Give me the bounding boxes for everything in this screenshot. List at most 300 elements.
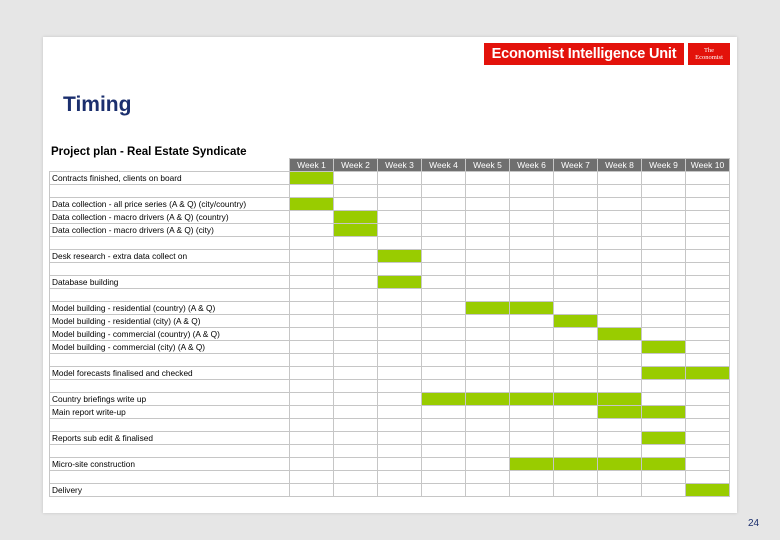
week-header-2: Week 2 [334,159,378,172]
gantt-cell [422,380,466,393]
gantt-cell [334,471,378,484]
table-row [50,354,730,367]
gantt-cell [642,250,686,263]
gantt-cell [334,432,378,445]
task-label [50,237,290,250]
gantt-cell [510,276,554,289]
week-header-9: Week 9 [642,159,686,172]
gantt-cell [334,250,378,263]
gantt-cell [642,263,686,276]
gantt-cell [598,432,642,445]
gantt-cell [554,289,598,302]
gantt-cell [422,289,466,302]
table-row [50,237,730,250]
gantt-cell [686,289,730,302]
economist-logo-line2: Economist [695,54,723,61]
gantt-cell [466,367,510,380]
gantt-cell [510,172,554,185]
gantt-cell [642,185,686,198]
table-row [50,445,730,458]
gantt-cell [598,211,642,224]
gantt-cell [290,185,334,198]
gantt-cell [290,380,334,393]
gantt-cell [334,328,378,341]
gantt-cell [510,445,554,458]
gantt-cell [466,341,510,354]
gantt-bar [642,432,686,445]
gantt-bar [554,315,598,328]
week-header-5: Week 5 [466,159,510,172]
gantt-cell [334,445,378,458]
gantt-cell [290,471,334,484]
gantt-bar [554,458,598,471]
gantt-cell [290,224,334,237]
gantt-cell [466,224,510,237]
gantt-bar [422,393,466,406]
task-label: Main report write-up [50,406,290,419]
gantt-cell [554,263,598,276]
table-row [50,419,730,432]
gantt-cell [290,302,334,315]
gantt-cell [598,354,642,367]
gantt-cell [598,341,642,354]
gantt-cell [554,341,598,354]
task-label: Model building - commercial (country) (A & Q) [50,328,290,341]
gantt-cell [422,211,466,224]
gantt-cell [334,341,378,354]
gantt-cell [686,250,730,263]
gantt-cell [510,224,554,237]
task-label: Desk research - extra data collect on [50,250,290,263]
table-row [50,458,730,471]
gantt-cell [378,263,422,276]
gantt-bar [642,341,686,354]
gantt-cell [598,198,642,211]
gantt-header-row [50,159,730,172]
gantt-cell [686,445,730,458]
table-row [50,406,730,419]
gantt-cell [334,367,378,380]
gantt-cell [422,328,466,341]
gantt-cell [642,172,686,185]
gantt-cell [334,289,378,302]
table-row [50,380,730,393]
gantt-cell [334,263,378,276]
gantt-cell [598,419,642,432]
gantt-cell [510,198,554,211]
gantt-cell [554,211,598,224]
gantt-cell [334,237,378,250]
gantt-cell [554,198,598,211]
gantt-body [50,172,730,497]
gantt-cell [290,445,334,458]
gantt-cell [642,237,686,250]
task-label [50,289,290,302]
gantt-table [49,158,730,497]
page-number: 24 [748,518,760,529]
gantt-cell [378,406,422,419]
gantt-bar [334,211,378,224]
gantt-cell [290,484,334,497]
gantt-cell [466,471,510,484]
gantt-cell [290,315,334,328]
gantt-bar [334,224,378,237]
gantt-cell [334,172,378,185]
table-row [50,263,730,276]
task-label: Data collection - macro drivers (A & Q) (city) [50,224,290,237]
gantt-cell [378,484,422,497]
task-label: Data collection - macro drivers (A & Q) (country) [50,211,290,224]
gantt-cell [642,276,686,289]
gantt-cell [334,354,378,367]
gantt-cell [510,471,554,484]
task-label: Database building [50,276,290,289]
gantt-cell [642,484,686,497]
table-row [50,198,730,211]
gantt-cell [642,445,686,458]
gantt-cell [466,237,510,250]
gantt-cell [334,185,378,198]
table-row [50,302,730,315]
gantt-cell [466,328,510,341]
gantt-cell [686,432,730,445]
gantt-cell [290,458,334,471]
gantt-cell [290,211,334,224]
gantt-cell [554,367,598,380]
gantt-cell [686,172,730,185]
gantt-cell [290,289,334,302]
gantt-cell [422,484,466,497]
gantt-cell [290,393,334,406]
gantt-cell [466,172,510,185]
gantt-cell [466,458,510,471]
gantt-cell [466,445,510,458]
gantt-cell [642,354,686,367]
task-label: Micro-site construction [50,458,290,471]
task-label [50,354,290,367]
gantt-bar [510,458,554,471]
task-label: Model building - residential (city) (A & Q) [50,315,290,328]
gantt-cell [510,354,554,367]
gantt-cell [686,419,730,432]
gantt-cell [334,315,378,328]
gantt-bar [378,276,422,289]
gantt-bar [510,393,554,406]
gantt-cell [598,484,642,497]
task-label: Reports sub edit & finalised [50,432,290,445]
gantt-cell [290,432,334,445]
gantt-bar [642,367,686,380]
gantt-cell [686,393,730,406]
gantt-cell [334,484,378,497]
gantt-bar [598,458,642,471]
task-label: Model building - residential (country) (A & Q) [50,302,290,315]
table-row [50,328,730,341]
gantt-bar [598,406,642,419]
gantt-cell [422,172,466,185]
gantt-cell [598,302,642,315]
gantt-cell [290,250,334,263]
table-row [50,341,730,354]
gantt-cell [378,367,422,380]
gantt-cell [466,185,510,198]
week-header-6: Week 6 [510,159,554,172]
gantt-cell [290,406,334,419]
gantt-cell [686,224,730,237]
gantt-cell [290,367,334,380]
task-label [50,185,290,198]
gantt-cell [686,354,730,367]
gantt-cell [510,367,554,380]
gantt-cell [334,393,378,406]
gantt-cell [378,198,422,211]
gantt-cell [554,432,598,445]
task-label: Model forecasts finalised and checked [50,367,290,380]
week-header-8: Week 8 [598,159,642,172]
table-row [50,432,730,445]
gantt-cell [686,328,730,341]
table-row [50,185,730,198]
gantt-cell [598,315,642,328]
gantt-cell [686,341,730,354]
plan-title: Project plan - Real Estate Syndicate [51,146,247,158]
gantt-cell [554,302,598,315]
gantt-cell [422,263,466,276]
gantt-cell [554,471,598,484]
gantt-cell [554,185,598,198]
gantt-cell [510,211,554,224]
gantt-cell [686,458,730,471]
gantt-cell [466,406,510,419]
gantt-cell [510,289,554,302]
task-label [50,445,290,458]
gantt-cell [422,237,466,250]
gantt-cell [466,380,510,393]
gantt-cell [554,380,598,393]
gantt-cell [642,393,686,406]
gantt-cell [422,406,466,419]
economist-logo [688,43,730,65]
header-blank-cell [50,159,290,172]
gantt-cell [554,419,598,432]
gantt-cell [598,172,642,185]
gantt-cell [598,289,642,302]
gantt-cell [378,471,422,484]
gantt-cell [510,419,554,432]
gantt-bar [642,458,686,471]
gantt-cell [334,458,378,471]
gantt-cell [378,354,422,367]
task-label [50,380,290,393]
gantt-cell [598,471,642,484]
gantt-cell [510,341,554,354]
gantt-cell [422,432,466,445]
task-label: Delivery [50,484,290,497]
gantt-cell [466,289,510,302]
gantt-cell [686,406,730,419]
gantt-cell [334,302,378,315]
gantt-cell [378,341,422,354]
gantt-bar [290,172,334,185]
gantt-cell [422,419,466,432]
gantt-cell [642,198,686,211]
gantt-cell [422,224,466,237]
gantt-cell [510,250,554,263]
gantt-cell [422,185,466,198]
table-row [50,393,730,406]
gantt-cell [642,471,686,484]
gantt-cell [554,484,598,497]
gantt-cell [510,237,554,250]
gantt-bar [598,393,642,406]
gantt-cell [422,198,466,211]
gantt-cell [290,276,334,289]
gantt-cell [334,198,378,211]
gantt-cell [334,406,378,419]
gantt-bar [466,302,510,315]
gantt-cell [554,224,598,237]
gantt-cell [422,341,466,354]
gantt-cell [378,211,422,224]
table-row [50,367,730,380]
gantt-cell [686,211,730,224]
week-header-10: Week 10 [686,159,730,172]
gantt-cell [510,484,554,497]
table-row [50,315,730,328]
gantt-cell [686,302,730,315]
table-row [50,211,730,224]
task-label: Data collection - all price series (A & Q) (city/country) [50,198,290,211]
gantt-cell [422,276,466,289]
gantt-cell [466,484,510,497]
gantt-cell [598,276,642,289]
gantt-cell [422,250,466,263]
task-label [50,471,290,484]
gantt-cell [510,380,554,393]
gantt-cell [378,458,422,471]
gantt-cell [334,276,378,289]
gantt-cell [290,354,334,367]
gantt-cell [554,354,598,367]
gantt-bar [378,250,422,263]
gantt-cell [378,315,422,328]
task-label [50,263,290,276]
table-row [50,471,730,484]
gantt-cell [686,471,730,484]
gantt-cell [642,289,686,302]
task-label: Model building - commercial (city) (A & Q) [50,341,290,354]
eiu-logo: Economist Intelligence Unit [484,43,684,65]
table-row [50,172,730,185]
gantt-cell [334,380,378,393]
gantt-cell [290,419,334,432]
gantt-cell [554,250,598,263]
gantt-cell [422,315,466,328]
gantt-cell [554,276,598,289]
table-row [50,224,730,237]
gantt-cell [598,445,642,458]
economist-logo-line1: The [703,47,715,54]
page-title: Timing [63,93,132,116]
gantt-cell [686,276,730,289]
task-label: Contracts finished, clients on board [50,172,290,185]
task-label: Country briefings write up [50,393,290,406]
gantt-cell [686,185,730,198]
gantt-cell [598,250,642,263]
gantt-cell [686,198,730,211]
gantt-bar [466,393,510,406]
gantt-cell [510,432,554,445]
gantt-cell [642,328,686,341]
gantt-cell [510,263,554,276]
gantt-cell [686,380,730,393]
gantt-cell [466,263,510,276]
gantt-cell [378,237,422,250]
gantt-bar [642,406,686,419]
gantt-bar [290,198,334,211]
gantt-cell [378,172,422,185]
gantt-cell [686,263,730,276]
gantt-cell [686,237,730,250]
week-header-7: Week 7 [554,159,598,172]
gantt-cell [466,211,510,224]
gantt-cell [334,419,378,432]
gantt-cell [290,237,334,250]
gantt-cell [378,393,422,406]
gantt-bar [686,484,730,497]
gantt-cell [466,315,510,328]
gantt-bar [598,328,642,341]
gantt-cell [378,419,422,432]
week-header-4: Week 4 [422,159,466,172]
gantt-cell [466,276,510,289]
gantt-cell [554,237,598,250]
gantt-cell [510,328,554,341]
gantt-cell [422,471,466,484]
gantt-cell [598,263,642,276]
gantt-cell [598,224,642,237]
gantt-cell [378,445,422,458]
table-row [50,276,730,289]
gantt-cell [598,185,642,198]
table-row [50,484,730,497]
table-row [50,250,730,263]
gantt-cell [466,419,510,432]
task-label [50,419,290,432]
gantt-cell [378,328,422,341]
gantt-cell [642,380,686,393]
gantt-cell [642,211,686,224]
gantt-bar [554,393,598,406]
gantt-cell [466,250,510,263]
gantt-cell [378,432,422,445]
gantt-cell [642,224,686,237]
week-header-3: Week 3 [378,159,422,172]
gantt-cell [290,341,334,354]
gantt-cell [422,354,466,367]
slide [43,37,737,513]
gantt-cell [422,445,466,458]
gantt-cell [642,315,686,328]
gantt-cell [510,406,554,419]
gantt-cell [466,432,510,445]
gantt-cell [510,315,554,328]
gantt-cell [466,198,510,211]
gantt-cell [554,328,598,341]
gantt-bar [686,367,730,380]
gantt-cell [642,302,686,315]
gantt-cell [554,172,598,185]
